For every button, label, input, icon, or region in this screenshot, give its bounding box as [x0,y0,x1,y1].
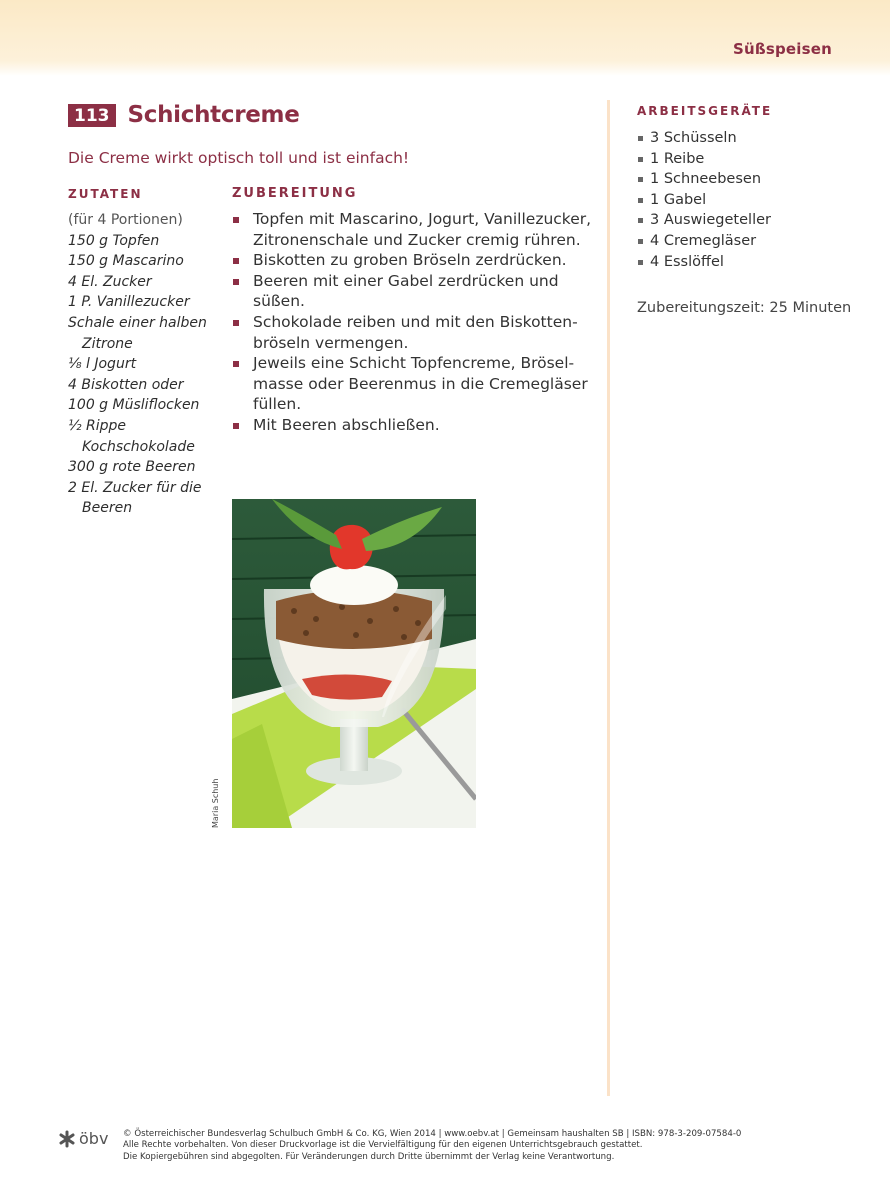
tool-item: 1 Gabel [637,190,771,211]
tool-item: 4 Esslöffel [637,252,771,273]
preparation-step: Beeren mit einer Gabel zerdrücken und süßen. [232,271,592,312]
bullet-icon [638,218,643,223]
section-title: Süßspeisen [732,40,832,58]
ingredient-item: Schale einer halben Zitrone [68,314,207,352]
tool-item: 4 Cremegläser [637,231,771,252]
preparation-heading: ZUBEREITUNG [232,186,358,201]
tool-item: 1 Schneebesen [637,169,771,190]
recipe-number-badge: 113 [68,104,116,127]
ingredient-item: ⅛ l Jogurt [68,356,137,373]
recipe-title-row [68,102,300,128]
bullet-icon [233,423,239,429]
ingredients-list [68,210,218,519]
bullet-icon [638,136,643,141]
tools-heading: ARBEITSGERÄTE [637,104,773,118]
star-icon [58,1130,76,1148]
ingredient-item: 150 g Mascarino [68,253,184,270]
ingredient-item: 2 El. Zucker für die Beeren [68,479,202,517]
publisher-logo-text: öbv [79,1129,109,1148]
footer-line: Alle Rechte vorbehalten. Von dieser Druckvorlage ist die Vervielfältigung für den eigenen Unterrichtsgebrauch gestattet. [123,1140,643,1151]
bullet-icon [638,260,643,265]
footer-copyright [123,1129,741,1163]
tools-list [637,128,771,272]
recipe-title: Schichtcreme [127,102,300,128]
bullet-icon [233,320,239,326]
preparation-time: Zubereitungszeit: 25 Minuten [637,300,852,316]
ingredient-item: 100 g Müsliflocken [68,397,200,414]
tool-item: 3 Schüsseln [637,128,771,149]
tool-item: 1 Reibe [637,149,771,170]
footer-line: © Österreichischer Bundesverlag Schulbuch GmbH & Co. KG, Wien 2014 | www.oebv.at | Gemeinsam haushalten SB | ISBN: 978-3-209-07584-0 [123,1129,742,1139]
preparation-step: Topfen mit Mascarino, Jogurt, Vanillezucker, Zitronenschale und Zucker cremig rühren. [232,209,592,250]
bullet-icon [638,239,643,244]
preparation-step: Jeweils eine Schicht Topfencreme, Bröselmasse oder Beerenmus in die Cremegläser füllen. [232,353,592,415]
tool-item: 3 Auswiegeteller [637,210,771,231]
ingredient-item: 4 Biskotten oder [68,376,184,393]
header-band [0,0,890,76]
ingredient-item: 4 El. Zucker [68,273,152,290]
bullet-icon [233,361,239,367]
ingredient-item: 300 g rote Beeren [68,459,196,476]
preparation-steps [232,209,592,436]
dessert-illustration [232,499,476,828]
bullet-icon [233,279,239,285]
photo-credit: Maria Schuh [211,778,220,828]
portion-info: (für 4 Portionen) [68,212,183,228]
preparation-step: Mit Beeren abschließen. [232,415,592,436]
bullet-icon [638,157,643,162]
footer-line: Die Kopiergebühren sind abgegolten. Für Veränderungen durch Dritte übernimmt der Verlag keine Verantwortung. [123,1151,615,1162]
bullet-icon [233,258,239,264]
ingredient-item: 1 P. Vanillezucker [68,294,190,311]
dessert-photo [232,499,476,828]
ingredients-heading: ZUTATEN [68,187,143,201]
recipe-subtitle: Die Creme wirkt optisch toll und ist einfach! [68,149,410,167]
preparation-step: Schokolade reiben und mit den Biskottenbröseln vermengen. [232,312,592,353]
preparation-step: Biskotten zu groben Bröseln zerdrücken. [232,250,592,271]
bullet-icon [638,177,643,182]
ingredient-item: ½ Rippe Kochschokolade [68,417,195,455]
publisher-logo [58,1129,108,1148]
bullet-icon [233,217,239,223]
column-divider [607,100,610,1096]
ingredient-item: 150 g Topfen [68,232,160,249]
bullet-icon [638,198,643,203]
